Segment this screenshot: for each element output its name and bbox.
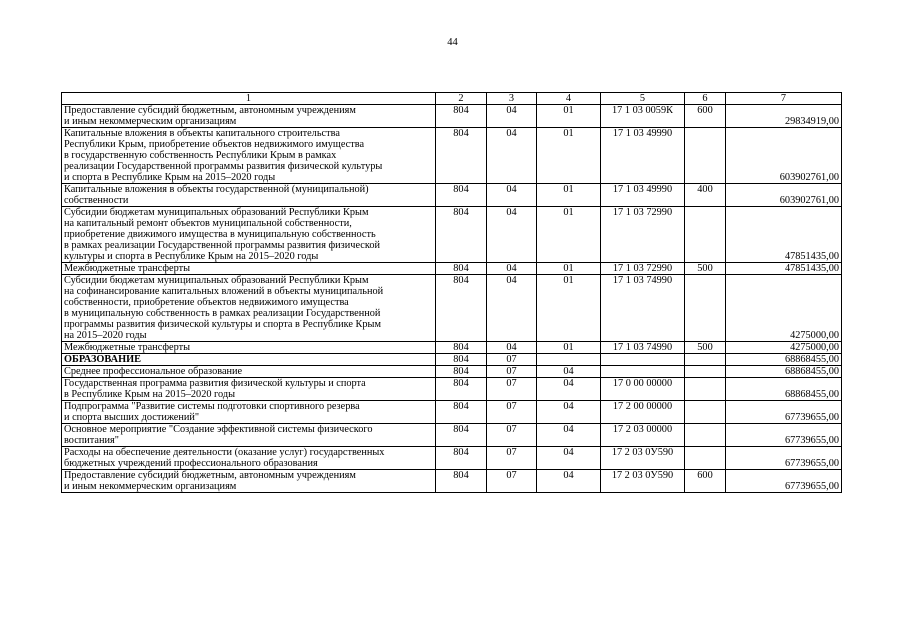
header-col-2: 2 — [436, 93, 487, 105]
table-row — [62, 105, 842, 128]
cell-col-5: 17 1 03 49990 — [601, 128, 685, 184]
cell-col-3: 04 — [487, 128, 537, 184]
cell-col-6: 600 — [685, 105, 726, 128]
cell-col-4: 04 — [537, 401, 601, 424]
cell-col-6 — [685, 128, 726, 184]
cell-col-4: 01 — [537, 342, 601, 354]
cell-col-4: 01 — [537, 105, 601, 128]
cell-col-2: 804 — [436, 378, 487, 401]
cell-col-6: 500 — [685, 342, 726, 354]
cell-amount: 67739655,00 — [726, 424, 842, 447]
cell-amount: 4275000,00 — [726, 275, 842, 342]
table-header-row — [62, 93, 842, 105]
cell-amount: 47851435,00 — [726, 263, 842, 275]
cell-name: Капитальные вложения в объекты капитального строительства Республики Крым, приобретение объектов недвижимого имущества в государственную собственность Республики Крым в рамках реализации Государственной программы развития физической культуры и спорта в Республике Крым на 2015–2020 годы — [62, 128, 436, 184]
cell-col-3: 04 — [487, 275, 537, 342]
header-col-1: 1 — [62, 93, 436, 105]
cell-col-5 — [601, 354, 685, 366]
cell-col-3: 07 — [487, 447, 537, 470]
cell-col-3: 07 — [487, 470, 537, 493]
cell-col-6: 500 — [685, 263, 726, 275]
cell-amount: 603902761,00 — [726, 128, 842, 184]
cell-col-3: 04 — [487, 342, 537, 354]
table-row — [62, 342, 842, 354]
cell-col-5: 17 2 03 00000 — [601, 424, 685, 447]
table-row — [62, 378, 842, 401]
cell-col-6 — [685, 378, 726, 401]
cell-col-2: 804 — [436, 105, 487, 128]
table-row — [62, 447, 842, 470]
table-row — [62, 263, 842, 275]
header-col-7: 7 — [726, 93, 842, 105]
cell-name: Предоставление субсидий бюджетным, автономным учреждениям и иным некоммерческим организациям — [62, 105, 436, 128]
cell-col-5: 17 1 03 72990 — [601, 263, 685, 275]
table-body — [62, 105, 842, 493]
cell-col-4: 04 — [537, 378, 601, 401]
cell-col-6 — [685, 401, 726, 424]
cell-col-4: 01 — [537, 275, 601, 342]
cell-col-5: 17 1 03 0059К — [601, 105, 685, 128]
cell-col-3: 07 — [487, 401, 537, 424]
cell-col-3: 07 — [487, 378, 537, 401]
cell-col-6: 600 — [685, 470, 726, 493]
table-row — [62, 424, 842, 447]
cell-name: Межбюджетные трансферты — [62, 342, 436, 354]
cell-amount: 68868455,00 — [726, 354, 842, 366]
cell-name: Межбюджетные трансферты — [62, 263, 436, 275]
table-row — [62, 128, 842, 184]
cell-col-3: 04 — [487, 105, 537, 128]
cell-col-2: 804 — [436, 184, 487, 207]
cell-col-2: 804 — [436, 275, 487, 342]
cell-amount: 29834919,00 — [726, 105, 842, 128]
cell-col-2: 804 — [436, 207, 487, 263]
cell-col-4 — [537, 354, 601, 366]
cell-col-5: 17 1 03 74990 — [601, 275, 685, 342]
cell-amount: 67739655,00 — [726, 470, 842, 493]
cell-col-3: 07 — [487, 354, 537, 366]
table-row — [62, 401, 842, 424]
cell-col-4: 04 — [537, 470, 601, 493]
cell-col-5: 17 1 03 74990 — [601, 342, 685, 354]
table-row — [62, 275, 842, 342]
page-number: 44 — [447, 37, 458, 48]
cell-col-4: 04 — [537, 366, 601, 378]
cell-col-6 — [685, 424, 726, 447]
cell-col-6 — [685, 207, 726, 263]
header-col-3: 3 — [487, 93, 537, 105]
cell-name: Подпрограмма "Развитие системы подготовки спортивного резерва и спорта высших достижений" — [62, 401, 436, 424]
cell-col-5: 17 2 00 00000 — [601, 401, 685, 424]
cell-col-5: 17 0 00 00000 — [601, 378, 685, 401]
cell-col-4: 01 — [537, 207, 601, 263]
budget-table — [61, 92, 842, 493]
cell-col-3: 04 — [487, 263, 537, 275]
cell-name: ОБРАЗОВАНИЕ — [62, 354, 436, 366]
cell-col-4: 04 — [537, 424, 601, 447]
header-col-6: 6 — [685, 93, 726, 105]
cell-amount: 67739655,00 — [726, 447, 842, 470]
cell-col-5: 17 1 03 49990 — [601, 184, 685, 207]
cell-col-2: 804 — [436, 447, 487, 470]
table-row — [62, 184, 842, 207]
cell-col-3: 04 — [487, 207, 537, 263]
cell-col-6 — [685, 447, 726, 470]
cell-col-5 — [601, 366, 685, 378]
cell-col-6 — [685, 366, 726, 378]
cell-amount: 4275000,00 — [726, 342, 842, 354]
cell-amount: 67739655,00 — [726, 401, 842, 424]
cell-amount: 47851435,00 — [726, 207, 842, 263]
cell-col-6 — [685, 354, 726, 366]
cell-col-4: 01 — [537, 184, 601, 207]
cell-amount: 68868455,00 — [726, 366, 842, 378]
cell-col-2: 804 — [436, 263, 487, 275]
cell-col-6: 400 — [685, 184, 726, 207]
cell-col-2: 804 — [436, 470, 487, 493]
cell-col-4: 01 — [537, 128, 601, 184]
cell-col-2: 804 — [436, 424, 487, 447]
cell-name: Субсидии бюджетам муниципальных образований Республики Крым на капитальный ремонт объектов муниципальной собственности, приобретение движимого имущества в муниципальную собственность в рамках реализации Государственной программы развития физической культуры и спорта в Республике Крым на 2015–2020 годы — [62, 207, 436, 263]
cell-col-2: 804 — [436, 128, 487, 184]
cell-amount: 603902761,00 — [726, 184, 842, 207]
header-col-5: 5 — [601, 93, 685, 105]
cell-col-5: 17 2 03 0У590 — [601, 470, 685, 493]
cell-col-3: 07 — [487, 366, 537, 378]
cell-name: Субсидии бюджетам муниципальных образований Республики Крым на софинансирование капитальных вложений в объекты муниципальной собственности, приобретение объектов недвижимого имущества в муниципальную собственность в рамках реализации Государственной программы развития физической культуры и спорта в Республике Крым на 2015–2020 годы — [62, 275, 436, 342]
cell-name: Среднее профессиональное образование — [62, 366, 436, 378]
cell-name: Основное мероприятие "Создание эффективной системы физического воспитания" — [62, 424, 436, 447]
table-row — [62, 354, 842, 366]
cell-col-2: 804 — [436, 354, 487, 366]
cell-col-2: 804 — [436, 366, 487, 378]
cell-col-6 — [685, 275, 726, 342]
cell-name: Капитальные вложения в объекты государственной (муниципальной) собственности — [62, 184, 436, 207]
cell-col-3: 07 — [487, 424, 537, 447]
cell-col-4: 01 — [537, 263, 601, 275]
table-row — [62, 366, 842, 378]
cell-col-5: 17 1 03 72990 — [601, 207, 685, 263]
cell-amount: 68868455,00 — [726, 378, 842, 401]
header-col-4: 4 — [537, 93, 601, 105]
cell-col-4: 04 — [537, 447, 601, 470]
table-row — [62, 470, 842, 493]
cell-name: Государственная программа развития физической культуры и спорта в Республике Крым на 2015–2020 годы — [62, 378, 436, 401]
table-row — [62, 207, 842, 263]
cell-col-5: 17 2 03 0У590 — [601, 447, 685, 470]
cell-col-3: 04 — [487, 184, 537, 207]
cell-name: Предоставление субсидий бюджетным, автономным учреждениям и иным некоммерческим организациям — [62, 470, 436, 493]
cell-col-2: 804 — [436, 401, 487, 424]
cell-name: Расходы на обеспечение деятельности (оказание услуг) государственных бюджетных учреждений профессионального образования — [62, 447, 436, 470]
cell-col-2: 804 — [436, 342, 487, 354]
